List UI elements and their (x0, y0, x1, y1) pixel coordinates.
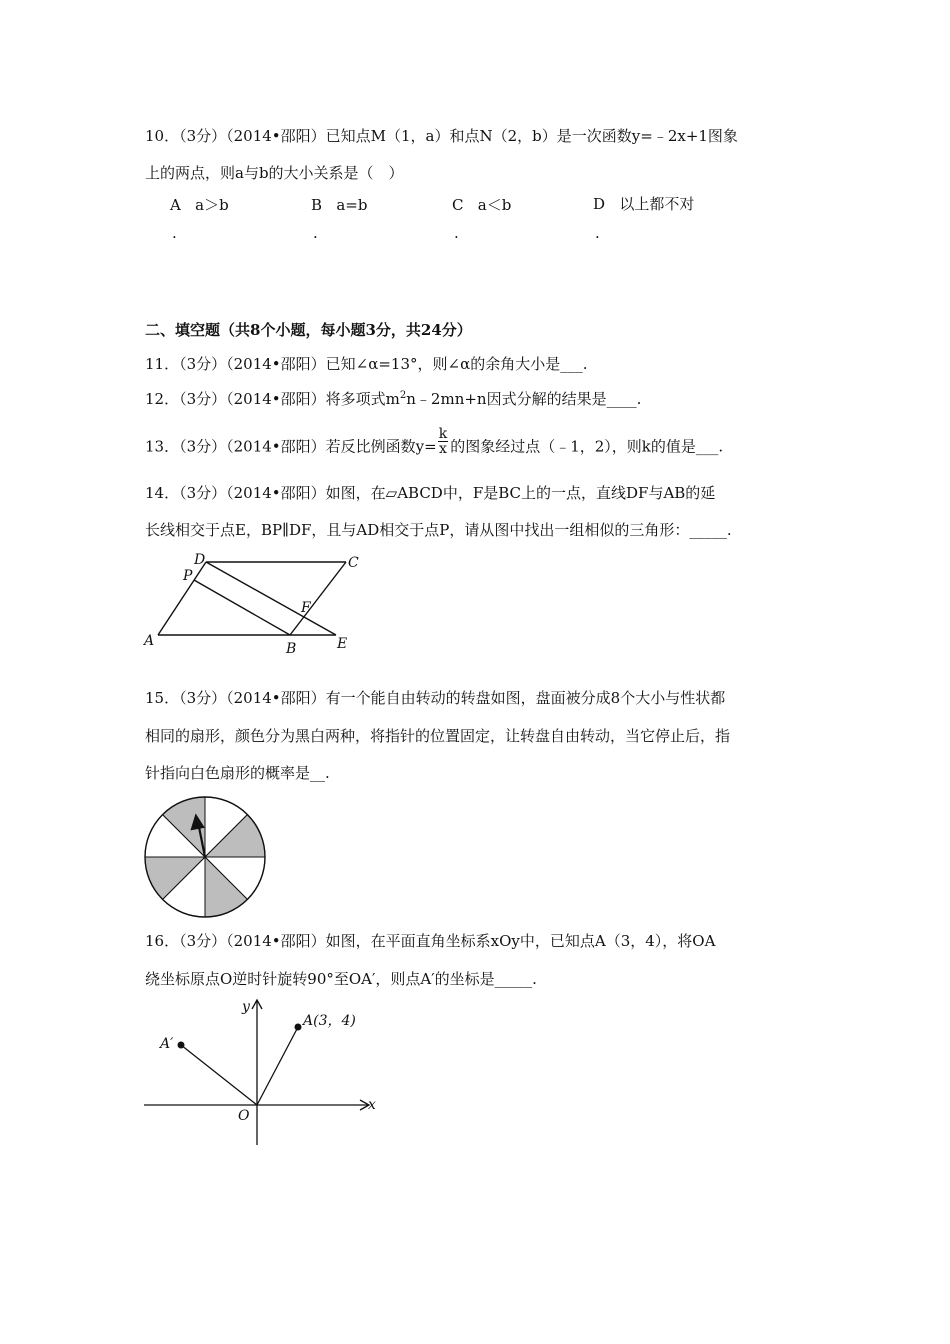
point-a-prime (178, 1042, 185, 1049)
q10-option-c (452, 198, 511, 213)
option-text: a＜b (477, 196, 512, 214)
label-a-prime: A′ (160, 1036, 174, 1052)
option-dot: . (454, 224, 459, 242)
q13-before: 13．（3分）（2014•邵阳）若反比例函数 (145, 437, 416, 456)
section-heading: 二、填空题（共8个小题，每小题3分，共24分） (145, 321, 472, 339)
parallelogram-figure (140, 548, 370, 658)
segment-pb (194, 580, 290, 635)
option-text: a＞b (195, 196, 229, 214)
label-a: A(3，4) (303, 1013, 356, 1029)
q13-after: 的图象经过点（﹣1，2），则k的值是___. (450, 437, 724, 456)
q13-denominator: x (438, 441, 447, 457)
label-a: A (144, 633, 155, 649)
option-dot: . (313, 224, 318, 242)
label-e: E (337, 636, 348, 652)
option-dot: . (172, 224, 177, 242)
segment-oa (257, 1027, 298, 1105)
q13-y: y= (415, 437, 437, 456)
option-dot: . (595, 224, 600, 242)
q14-line2: 长线相交于点E，BP∥DF，且与AD相交于点P，请从图中找出一组相似的三角形：_____. (145, 521, 732, 539)
q12-exponent: 2 (399, 390, 407, 401)
option-letter: C (452, 196, 464, 214)
q12-after: n﹣2mn+n因式分解的结果是____. (406, 390, 642, 408)
q16-line1: 16．（3分）（2014•邵阳）如图，在平面直角坐标系xOy中，已知点A（3，4），将OA (145, 932, 716, 950)
q15-line2: 相同的扇形，颜色分为黑白两种，将指针的位置固定，让转盘自由转动，当它停止后，指 (145, 727, 731, 745)
q15-line1: 15．（3分）（2014•邵阳）有一个能自由转动的转盘如图，盘面被分成8个大小与性状都 (145, 689, 726, 707)
q14-line1: 14．（3分）（2014•邵阳）如图，在▱ABCD中，F是BC上的一点，直线DF与AB的延 (145, 484, 716, 502)
q13-text (145, 426, 724, 457)
q13-numerator: k (438, 426, 448, 442)
q10-line2: 上的两点，则a与b的大小关系是（ ） (145, 164, 404, 182)
point-a (295, 1024, 302, 1031)
q11-text: 11．（3分）（2014•邵阳）已知∠α=13°，则∠α的余角大小是___. (145, 355, 588, 373)
q10-line1: 10．（3分）（2014•邵阳）已知点M（1，a）和点N（2，b）是一次函数y=﹣2x+1图象 (145, 127, 738, 145)
option-letter: A (170, 196, 181, 214)
label-d: D (194, 552, 206, 568)
label-c: C (348, 555, 359, 571)
segment-ad (158, 562, 206, 635)
q13-fraction (438, 427, 448, 456)
q16-line2: 绕坐标原点O逆时针旋转90°至OA′，则点A′的坐标是_____. (145, 970, 537, 988)
option-letter: B (311, 196, 323, 214)
option-text: a=b (336, 196, 368, 214)
label-y: y (242, 999, 250, 1015)
spinner-figure (140, 792, 270, 922)
q12-text (145, 391, 641, 407)
q15-line3: 针指向白色扇形的概率是__. (145, 764, 330, 782)
label-p: P (183, 568, 193, 584)
segment-cb (290, 562, 346, 635)
coordinate-figure (140, 995, 385, 1150)
label-b: B (286, 641, 297, 657)
option-letter: D (593, 195, 606, 213)
label-o: O (238, 1108, 250, 1124)
q10-option-a (170, 198, 229, 213)
option-text: 以上都不对 (619, 195, 695, 213)
segment-oa-prime (181, 1045, 257, 1105)
q10-option-d (593, 197, 694, 212)
label-f: F (301, 600, 311, 616)
q10-option-b (311, 198, 367, 213)
label-x: x (368, 1097, 376, 1113)
q12-before: 12．（3分）（2014•邵阳）将多项式m (145, 390, 400, 408)
